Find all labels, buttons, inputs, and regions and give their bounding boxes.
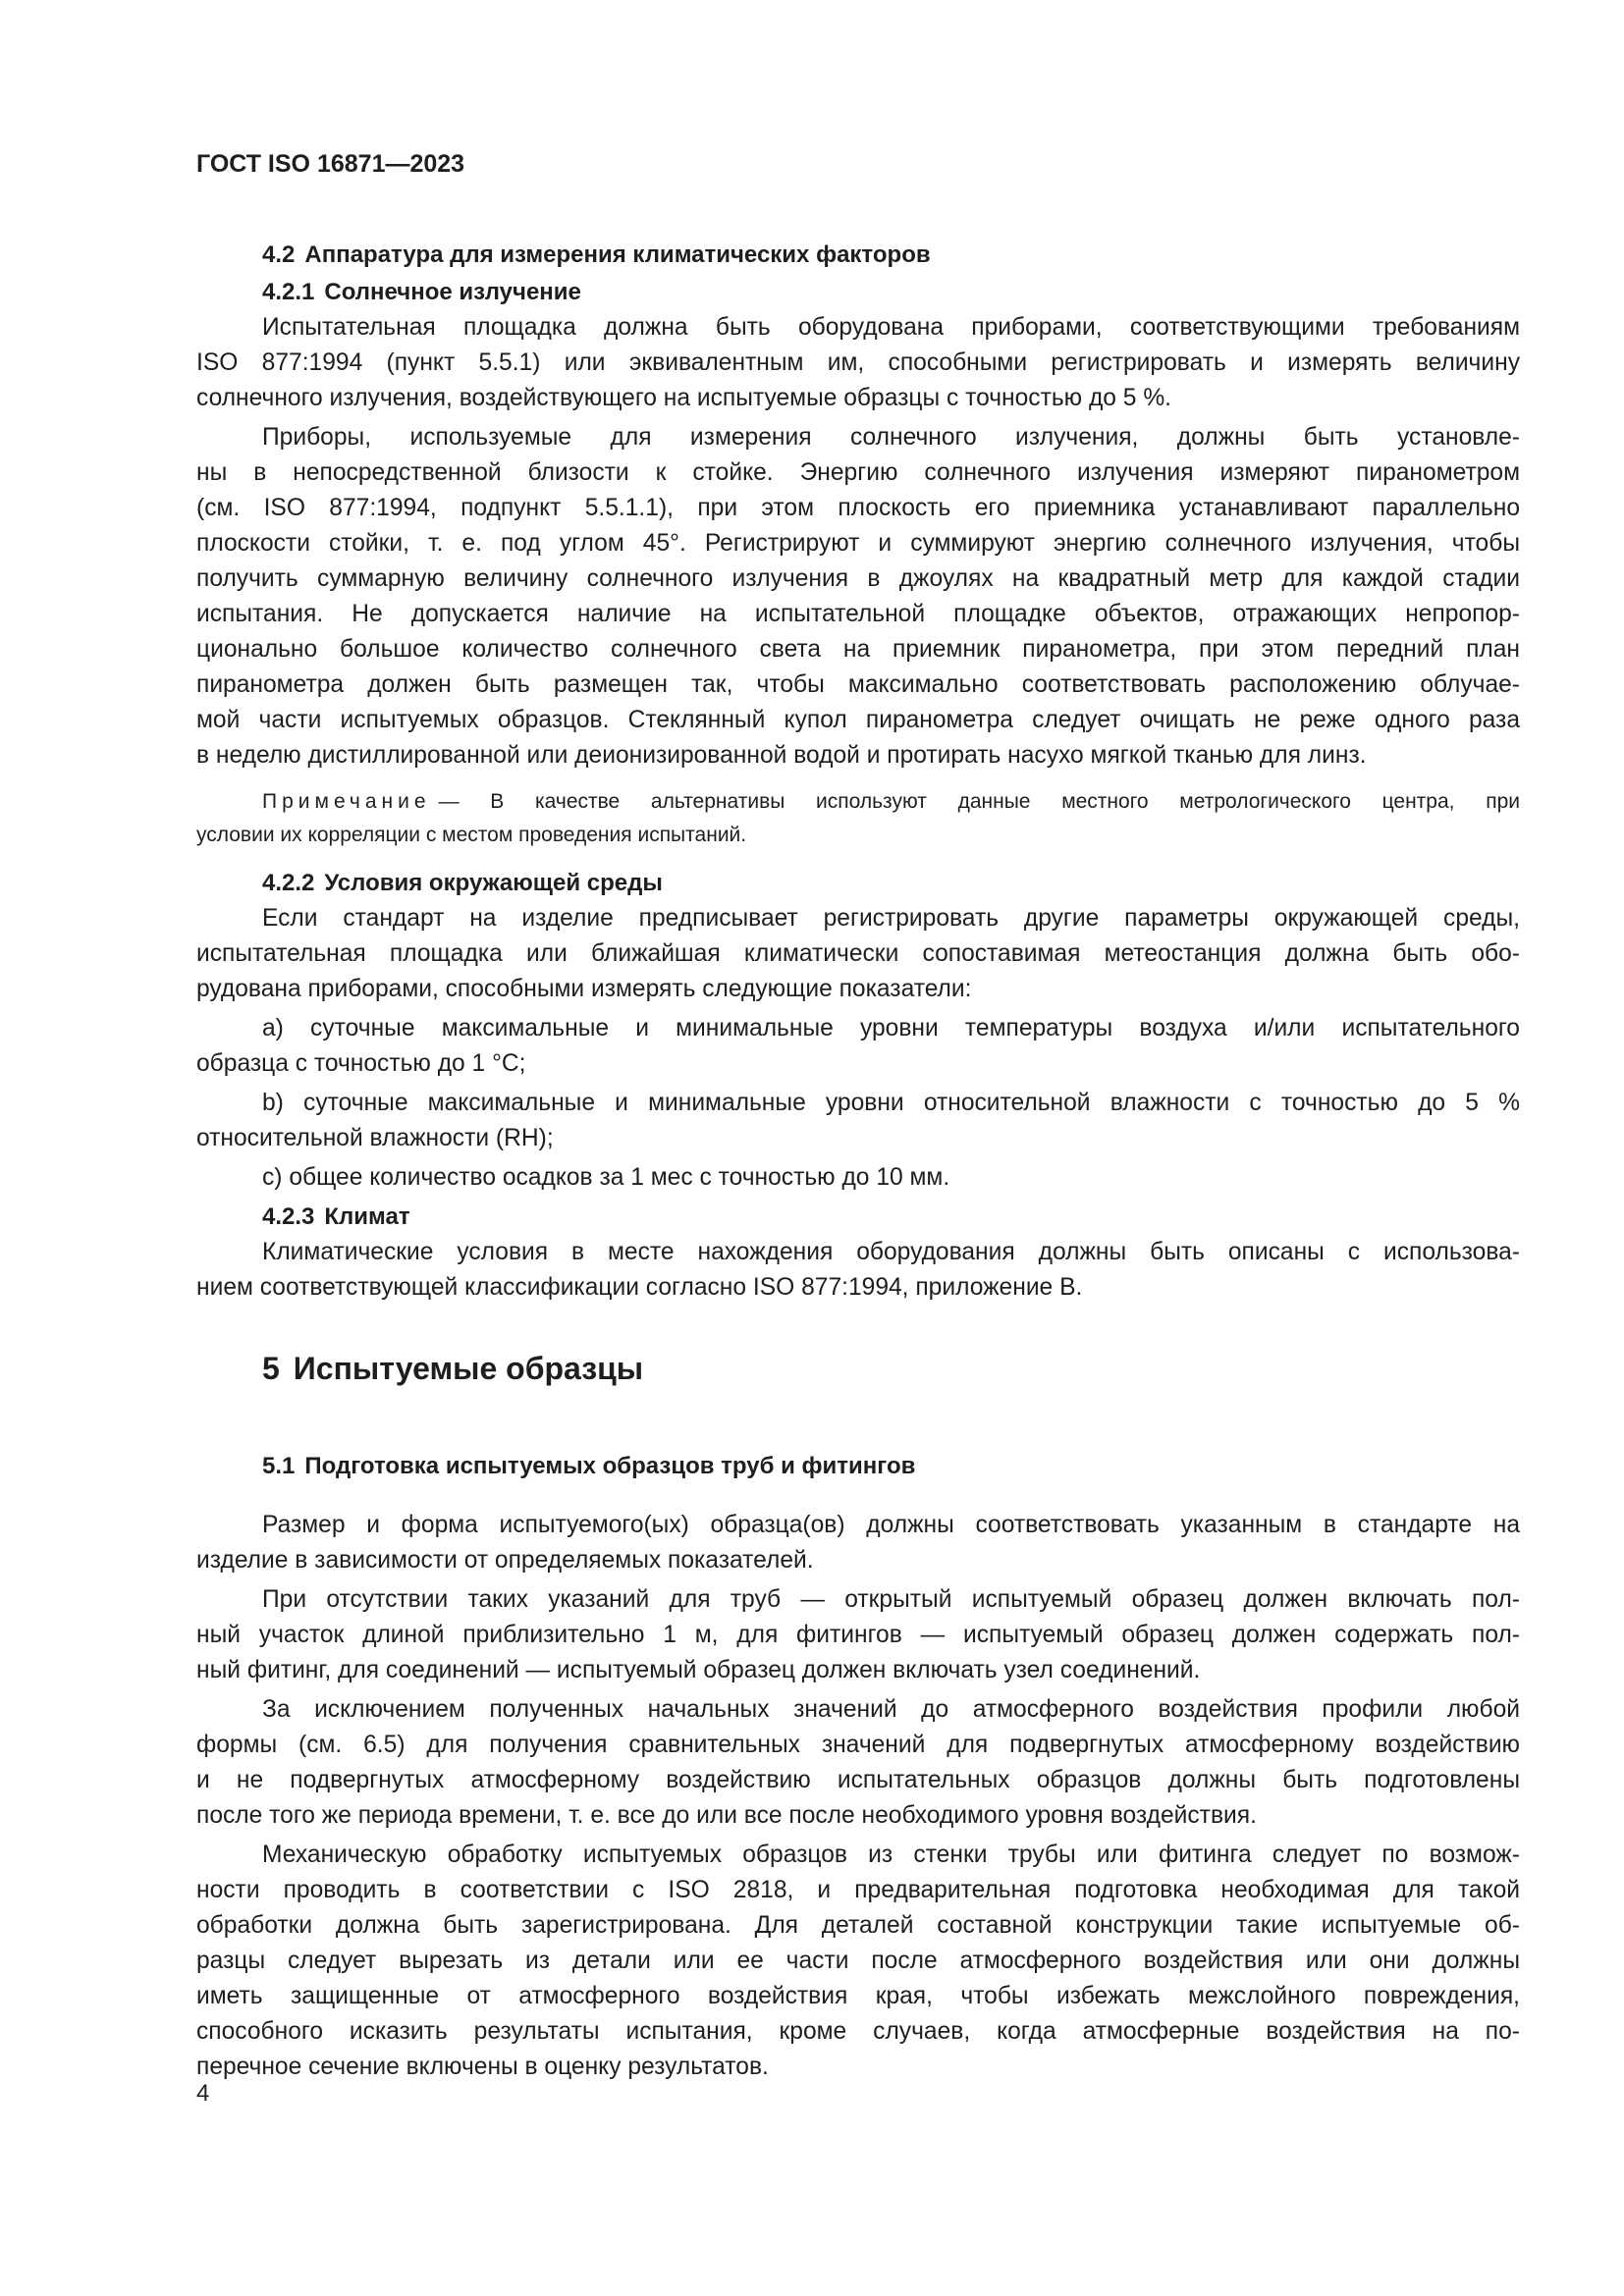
text-line: Если стандарт на изделие предписывает регистрировать другие параметры окружающей среды, (262, 905, 1520, 932)
text-line: При отсутствии таких указаний для труб — открытый испытуемый образец должен включать пол- (262, 1586, 1520, 1613)
text-line: ности проводить в соответствии с ISO 2818, и предварительная подготовка необходимая для такой (196, 1877, 1520, 1903)
text-line: мой части испытуемых образцов. Стеклянный купол пиранометра следует очищать не реже одного раза (196, 707, 1520, 733)
section-number: 4.2 (262, 241, 296, 268)
text-line: ный фитинг, для соединений — испытуемый образец должен включать узел соединений. (196, 1657, 1201, 1683)
text-line: За исключением полученных начальных значений до атмосферного воздействия профили любой (262, 1696, 1520, 1723)
paragraph-4-2-1-2 (196, 420, 1520, 774)
text-line: способного исказить результаты испытания, кроме случаев, когда атмосферные воздействия на по- (196, 2018, 1520, 2045)
paragraph-5-1-2 (196, 1582, 1520, 1688)
section-number: 5.1 (262, 1453, 296, 1479)
section-title: Солнечное излучение (324, 279, 581, 305)
text-line: плоскости стойки, т. е. под углом 45°. Регистрируют и суммируют энергию солнечного излучения, чтобы (196, 530, 1520, 557)
text-line: Приборы, используемые для измерения солнечного излучения, должны быть установле- (262, 424, 1520, 451)
text-line: ны в непосредственной близости к стойке. Энергию солнечного излучения измеряют пиранометром (196, 459, 1520, 486)
text-line: a) суточные максимальные и минимальные уровни температуры воздуха и/или испытательного (262, 1015, 1520, 1041)
text-line: нием соответствующей классификации согласно ISO 877:1994, приложение B. (196, 1274, 1083, 1301)
text-line: испытательная площадка или ближайшая климатически сопоставимая метеостанция должна быть обо- (196, 940, 1520, 967)
section-title: Испытуемые образцы (293, 1351, 644, 1386)
section-number: 4.2.3 (262, 1203, 315, 1230)
text-line: солнечного излучения, воздействующего на испытуемые образцы с точностью до 5 %. (196, 385, 1172, 411)
text-line: разцы следует вырезать из детали или ее части после атмосферного воздействия или они должны (196, 1948, 1520, 1974)
section-5-heading (196, 1349, 1520, 1388)
note-label: Примечание (262, 790, 431, 813)
section-title: Подготовка испытуемых образцов труб и фитингов (304, 1453, 916, 1479)
text-line: b) суточные максимальные и минимальные уровни относительной влажности с точностью до 5 % (262, 1090, 1520, 1116)
note-line (196, 785, 1520, 819)
section-number: 5 (262, 1351, 280, 1386)
text-line: Механическую обработку испытуемых образцов из стенки трубы или фитинга следует по возмож- (262, 1842, 1520, 1868)
section-title: Условия окружающей среды (324, 870, 663, 896)
list-item-b (196, 1086, 1520, 1156)
text-line: изделие в зависимости от определяемых показателей. (196, 1547, 814, 1574)
text-line: c) общее количество осадков за 1 мес с точностью до 10 мм. (262, 1164, 950, 1191)
list-item-c (196, 1160, 1520, 1196)
text-line: в неделю дистиллированной или деионизированной водой и протирать насухо мягкой тканью для линз. (196, 742, 1367, 769)
section-title: Аппаратура для измерения климатических факторов (304, 241, 931, 268)
text-line: испытания. Не допускается наличие на испытательной площадке объектов, отражающих непропор- (196, 601, 1520, 627)
note-text: — В качестве альтернативы используют данные местного метрологического центра, при (438, 790, 1520, 813)
text-line: обработки должна быть зарегистрирована. Для деталей составной конструкции такие испытуемые об- (196, 1912, 1520, 1939)
text-line: относительной влажности (RH); (196, 1125, 554, 1151)
section-title: Климат (324, 1203, 410, 1230)
text-line: Размер и форма испытуемого(ых) образца(ов) должны соответствовать указанным в стандарте на (262, 1512, 1520, 1538)
text-line: пиранометра должен быть размещен так, чтобы максимально соответствовать расположению облучае- (196, 671, 1520, 698)
paragraph-5-1-1 (196, 1508, 1520, 1578)
text-line: ционально большое количество солнечного света на приемник пиранометра, при этом передний план (196, 636, 1520, 663)
paragraph-4-2-1-1 (196, 310, 1520, 416)
text-line: и не подвергнутых атмосферному воздействию испытательных образцов должны быть подготовлены (196, 1767, 1520, 1793)
section-4-2-2-heading (196, 866, 1520, 901)
text-line: перечное сечение включены в оценку результатов. (196, 2054, 769, 2080)
paragraph-5-1-3 (196, 1692, 1520, 1834)
list-item-a (196, 1011, 1520, 1082)
text-line: Испытательная площадка должна быть оборудована приборами, соответствующими требованиям (262, 314, 1520, 341)
section-number: 4.2.2 (262, 870, 315, 896)
paragraph-4-2-2-1 (196, 901, 1520, 1007)
section-4-2-3-heading (196, 1200, 1520, 1235)
section-4-2-1-heading (196, 275, 1520, 310)
text-line: формы (см. 6.5) для получения сравнительных значений для подвергнутых атмосферному воздействию (196, 1732, 1520, 1758)
text-line: ISO 877:1994 (пункт 5.5.1) или эквивалентным им, способными регистрировать и измерять величину (196, 349, 1520, 376)
text-line: после того же периода времени, т. е. все до или все после необходимого уровня воздействия. (196, 1802, 1257, 1829)
note-block (196, 785, 1520, 852)
page-number: 4 (196, 2080, 210, 2107)
text-line: получить суммарную величину солнечного излучения в джоулях на квадратный метр для каждой стадии (196, 565, 1520, 592)
note-line: условии их корреляции с местом проведения испытаний. (196, 824, 747, 846)
section-5-1-heading (196, 1449, 1520, 1484)
text-line: ный участок длиной приблизительно 1 м, для фитингов — испытуемый образец должен содержать пол- (196, 1622, 1520, 1648)
text-line: иметь защищенные от атмосферного воздействия края, чтобы избежать межслойного повреждения, (196, 1983, 1520, 2009)
paragraph-5-1-4 (196, 1838, 1520, 2085)
document-page (196, 147, 1520, 2089)
text-line: Климатические условия в месте нахождения оборудования должны быть описаны с использова- (262, 1239, 1520, 1265)
document-header: ГОСТ ISO 16871—2023 (196, 150, 465, 178)
text-line: образца с точностью до 1 °C; (196, 1050, 526, 1077)
text-line: рудована приборами, способными измерять следующие показатели: (196, 976, 972, 1002)
section-4-2-heading (196, 238, 1520, 273)
text-line: (см. ISO 877:1994, подпункт 5.5.1.1), при этом плоскость его приемника устанавливают параллельно (196, 495, 1520, 521)
paragraph-4-2-3-1 (196, 1235, 1520, 1306)
section-number: 4.2.1 (262, 279, 315, 305)
